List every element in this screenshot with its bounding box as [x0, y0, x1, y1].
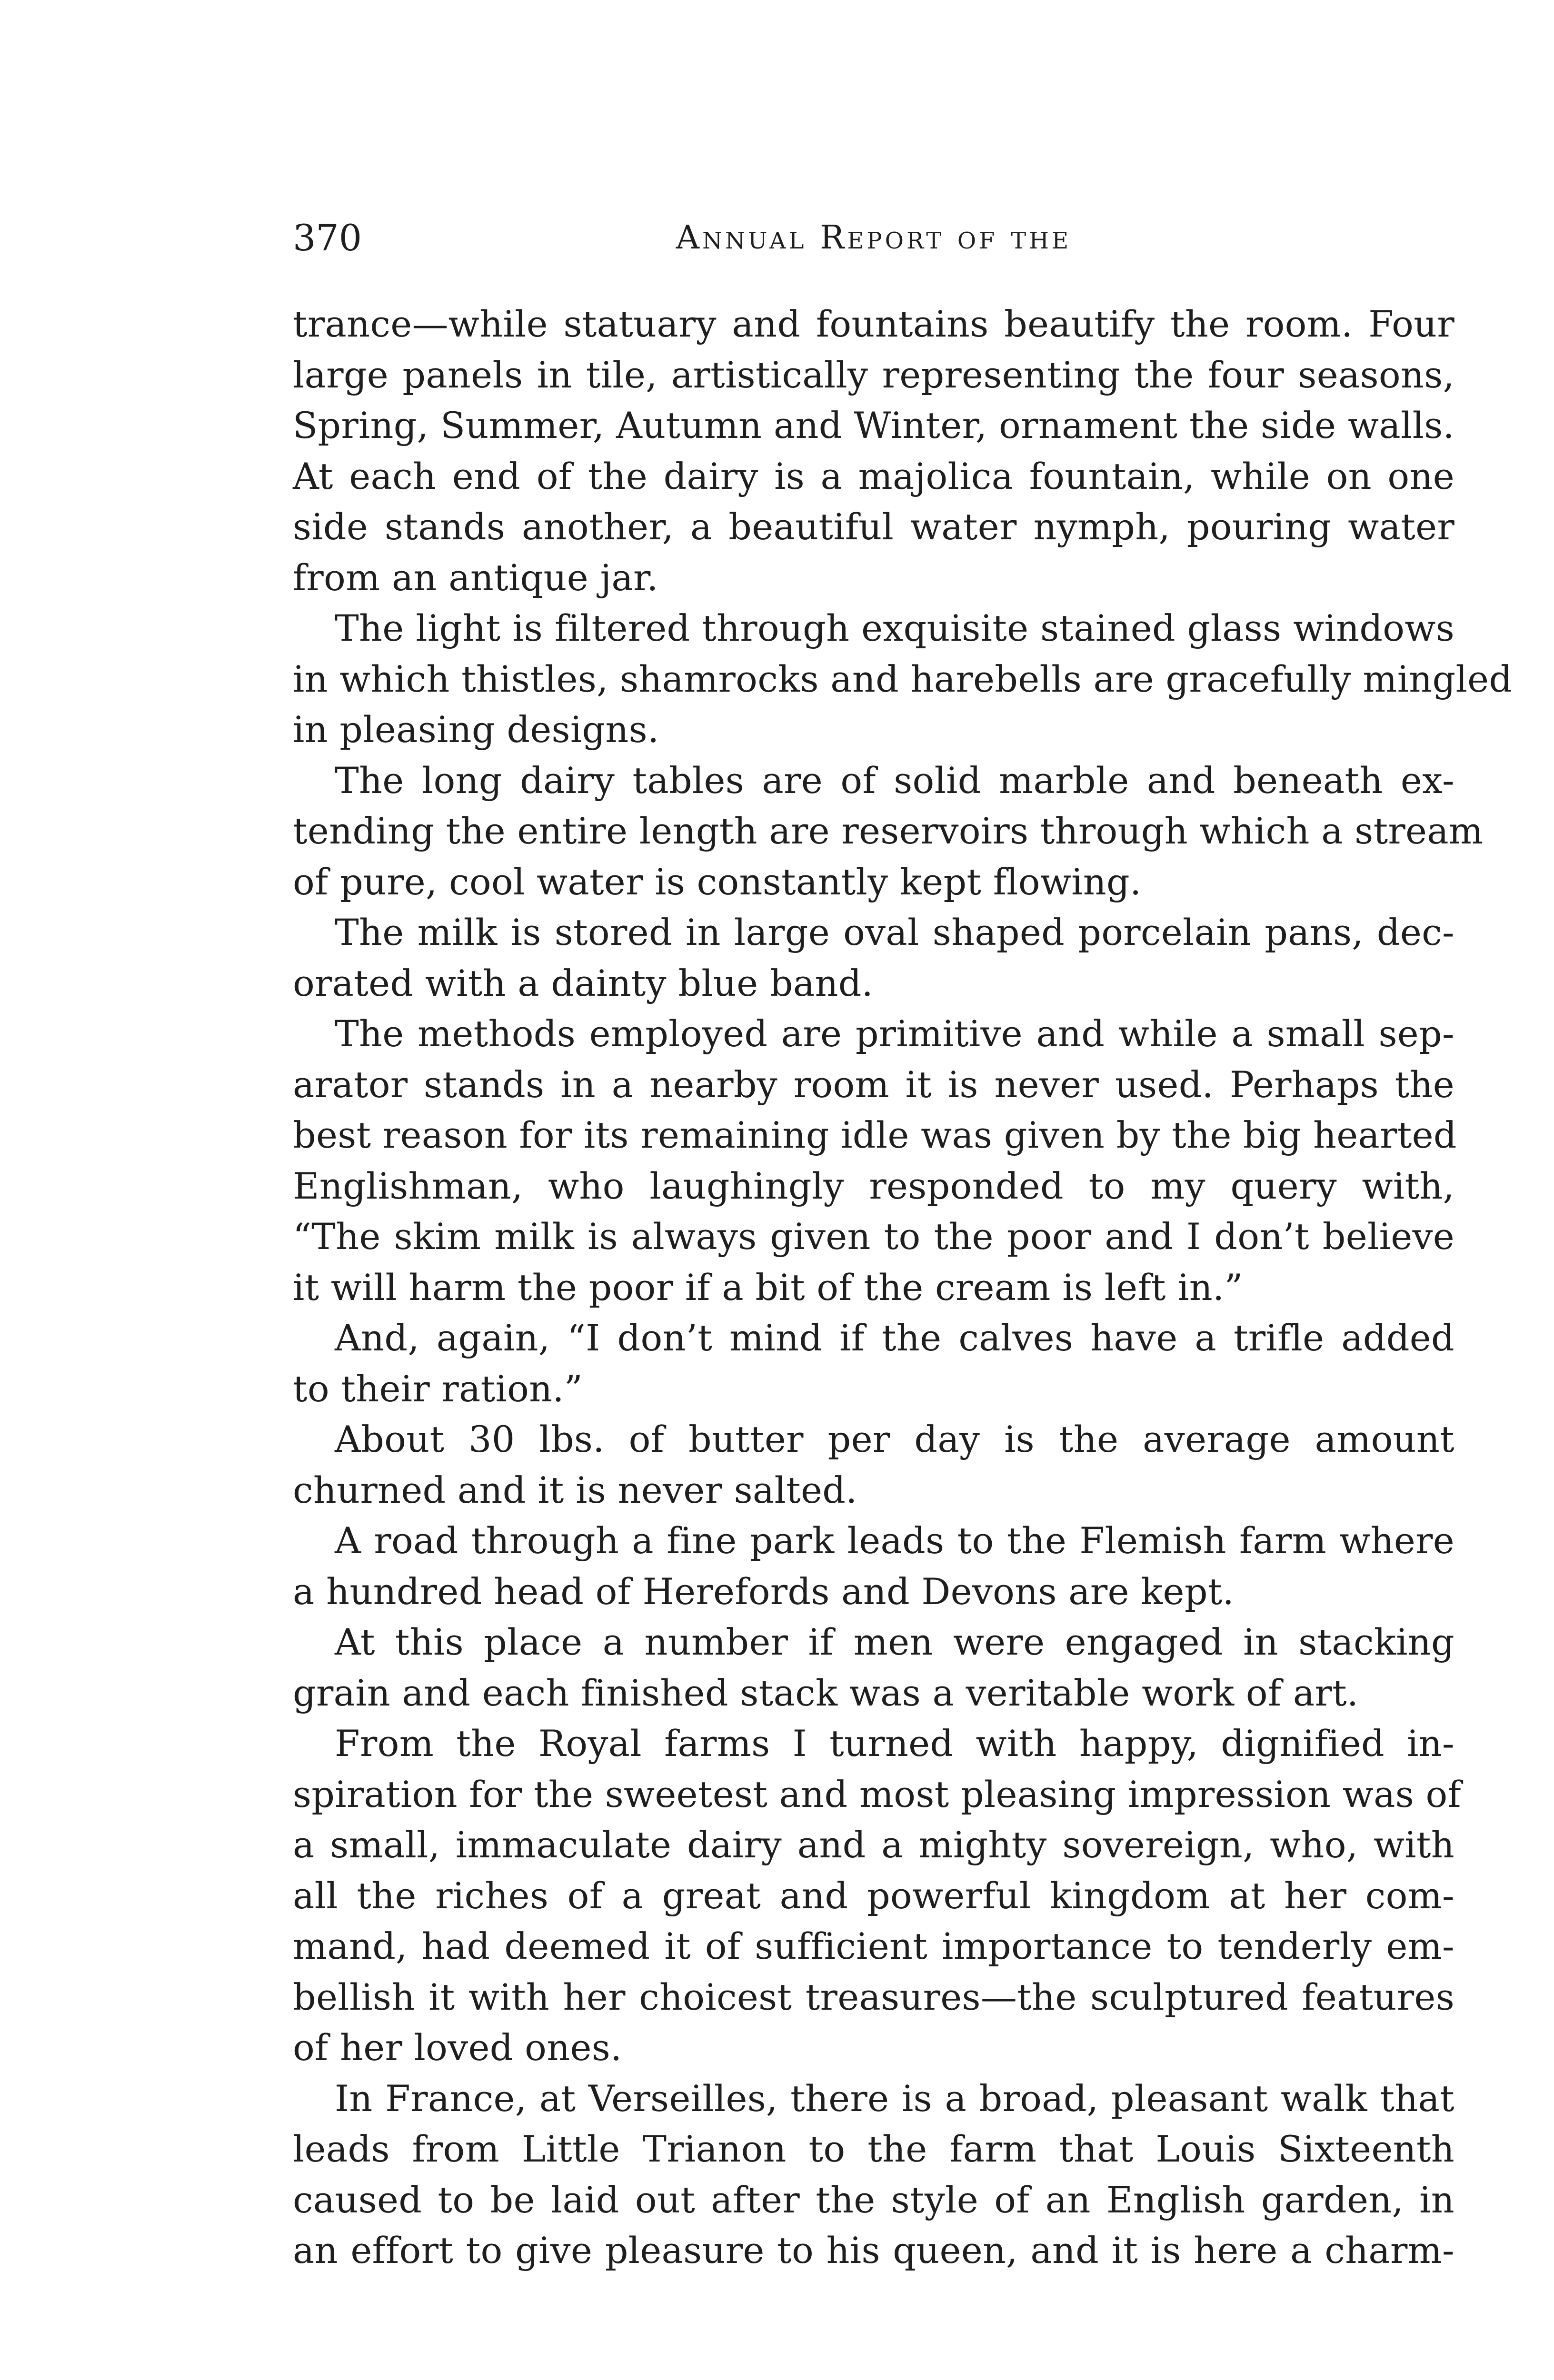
text-line: trance—while statuary and fountains beautify the room. Four — [293, 303, 1454, 345]
text-line: side stands another, a beautiful water nymph, pouring water — [293, 506, 1454, 548]
text-line: a hundred head of Herefords and Devons are kept. — [293, 1570, 1235, 1613]
body-text — [293, 299, 1513, 2276]
text-line: The methods employed are primitive and while a small sep- — [335, 1012, 1454, 1055]
text-line: to their ration.” — [293, 1367, 583, 1410]
text-line: of her loved ones. — [293, 2026, 622, 2069]
text-line: At this place a number if men were engaged in stacking — [335, 1621, 1454, 1663]
text-line: it will harm the poor if a bit of the cream is left in.” — [293, 1266, 1243, 1309]
text-line: The milk is stored in large oval shaped porcelain pans, dec- — [335, 911, 1454, 953]
text-line: “The skim milk is always given to the poor and I don’t believe — [293, 1215, 1454, 1258]
text-line: About 30 lbs. of butter per day is the average amount — [335, 1418, 1454, 1460]
paragraph — [293, 1617, 1454, 1718]
text-line: a small, immaculate dairy and a mighty sovereign, who, with — [293, 1824, 1454, 1866]
text-line: in which thistles, shamrocks and harebells are gracefully mingled — [293, 657, 1513, 700]
text-line: bellish it with her choicest treasures—the sculptured features — [293, 1975, 1454, 2018]
text-line: an effort to give pleasure to his queen, and it is here a charm- — [293, 2229, 1454, 2271]
page-header — [293, 212, 1454, 264]
text-line: from an antique jar. — [293, 556, 658, 599]
text-line: orated with a dainty blue band. — [293, 962, 874, 1004]
text-line: tending the entire length are reservoirs through which a stream — [293, 810, 1484, 852]
paragraph — [293, 755, 1484, 908]
text-line: The long dairy tables are of solid marble and beneath ex- — [335, 759, 1454, 802]
paragraph — [293, 907, 1454, 1009]
text-line: And, again, “I don’t mind if the calves have a trifle added — [335, 1317, 1454, 1359]
text-line: leads from Little Trianon to the farm that Louis Sixteenth — [293, 2128, 1454, 2170]
text-line: large panels in tile, artistically representing the four seasons, — [293, 353, 1454, 396]
paragraph — [293, 1009, 1457, 1313]
text-line: spiration for the sweetest and most pleasing impression was of — [293, 1773, 1461, 1815]
text-line: Spring, Summer, Autumn and Winter, ornament the side walls. — [293, 404, 1454, 446]
text-line: The light is filtered through exquisite stained glass windows — [335, 607, 1454, 649]
paragraph — [293, 1313, 1454, 1414]
text-line: mand, had deemed it of sufficient importance to tenderly em- — [293, 1925, 1454, 1967]
text-line: arator stands in a nearby room it is never used. Perhaps the — [293, 1063, 1454, 1106]
text-line: From the Royal farms I turned with happy, dignified in- — [335, 1722, 1454, 1765]
text-line: caused to be laid out after the style of an English garden, in — [293, 2178, 1454, 2221]
text-line: A road through a fine park leads to the Flemish farm where — [335, 1519, 1454, 1562]
running-head: Annual Report of the — [676, 219, 1072, 257]
paragraph — [293, 2073, 1454, 2276]
text-line: In France, at Verseilles, there is a broad, pleasant walk that — [335, 2077, 1454, 2120]
text-line: At each end of the dairy is a majolica fountain, while on one — [293, 455, 1454, 497]
text-line: grain and each finished stack was a veritable work of art. — [293, 1671, 1359, 1714]
paragraph — [293, 1414, 1454, 1516]
text-line: churned and it is never salted. — [293, 1468, 857, 1511]
text-line: Englishman, who laughingly responded to my query with, — [293, 1164, 1454, 1207]
text-line: in pleasing designs. — [293, 708, 659, 751]
text-line: best reason for its remaining idle was given by the big hearted — [293, 1114, 1457, 1156]
paragraph — [293, 1516, 1454, 1617]
paragraph — [293, 1718, 1461, 2073]
paragraph — [293, 299, 1454, 603]
text-line: of pure, cool water is constantly kept flowing. — [293, 860, 1142, 903]
page-number: 370 — [293, 217, 362, 259]
paragraph — [293, 603, 1513, 755]
text-line: all the riches of a great and powerful kingdom at her com- — [293, 1874, 1454, 1917]
